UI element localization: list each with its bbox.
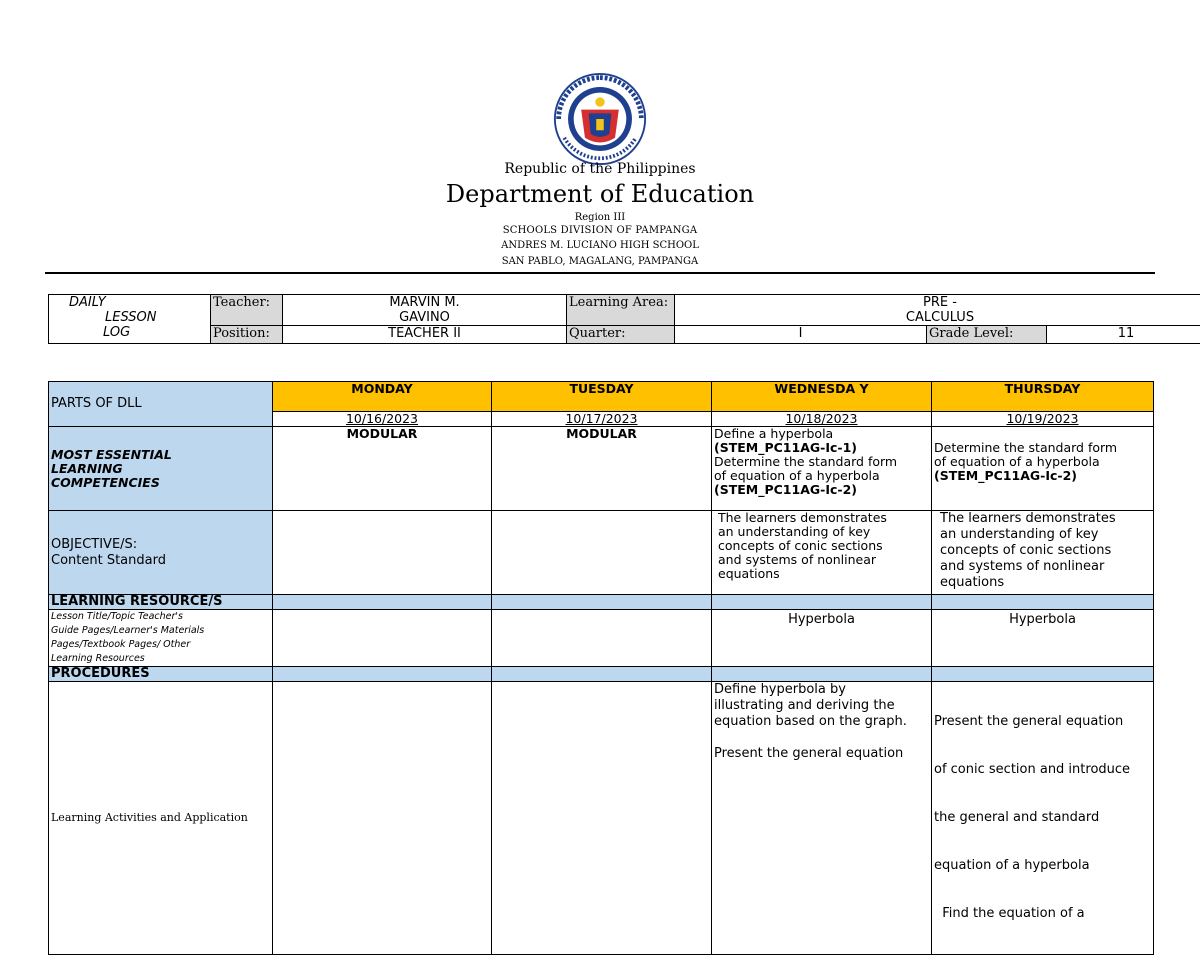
section-fill [492, 595, 712, 610]
section-fill [273, 595, 492, 610]
day-header: WEDNESDA Y [712, 382, 932, 412]
dll-title-line: LOG [51, 325, 208, 340]
day-header: MONDAY [273, 382, 492, 412]
objective-tuesday [492, 511, 712, 595]
header-department: Department of Education [0, 180, 1200, 208]
section-fill [712, 595, 932, 610]
header-division: SCHOOLS DIVISION OF PAMPANGA [0, 225, 1200, 236]
header-address: SAN PABLO, MAGALANG, PAMPANGA [0, 256, 1200, 267]
learning-resources-label: LEARNING RESOURCE/S [49, 595, 273, 610]
activities-thursday [932, 682, 1154, 955]
activity-line [714, 730, 929, 746]
objective-line: an understanding of key [718, 525, 929, 539]
objective-line: The learners demonstrates [718, 511, 929, 525]
section-fill [712, 667, 932, 682]
objective-line: equations [718, 567, 929, 581]
position-value: TEACHER II [283, 326, 567, 344]
melc-monday: MODULAR [273, 427, 492, 511]
objective-wednesday [712, 511, 932, 595]
teacher-value [283, 295, 567, 326]
melc-code: (STEM_PC11AG-Ic-1) [714, 441, 929, 455]
objective-line: concepts of conic sections [718, 539, 929, 553]
lesson-title-label-line: Lesson Title/Topic Teacher's [51, 610, 270, 624]
section-fill [492, 667, 712, 682]
activity-line: Present the general equation [934, 714, 1151, 730]
objective-line: an understanding of key [940, 527, 1151, 543]
grade-level-label: Grade Level: [927, 326, 1047, 344]
activity-line: the general and standard [934, 810, 1151, 826]
objective-line: and systems of nonlinear [940, 559, 1151, 575]
melc-code: (STEM_PC11AG-Ic-2) [714, 483, 929, 497]
header-region: Region III [0, 212, 1200, 223]
activity-line: Find the equation of a [934, 906, 1151, 922]
activities-monday [273, 682, 492, 955]
quarter-label: Quarter: [567, 326, 675, 344]
grade-level-value: 11 [1047, 326, 1200, 344]
activities-tuesday [492, 682, 712, 955]
date-cell: 10/16/2023 [273, 412, 492, 427]
melc-line: Determine the standard form [934, 441, 1151, 455]
activity-line: equation based on the graph. [714, 714, 929, 730]
header-school: ANDRES M. LUCIANO HIGH SCHOOL [0, 240, 1200, 251]
activity-line: illustrating and deriving the [714, 698, 929, 714]
dll-title-line: LESSON [51, 310, 208, 325]
learning-area-value [675, 295, 1200, 326]
objective-label-line: OBJECTIVE/S: [51, 537, 270, 553]
parts-of-dll-label: PARTS OF DLL [49, 382, 273, 427]
learning-area-line: PRE - [677, 295, 1200, 310]
learning-area-label: Learning Area: [567, 295, 675, 326]
melc-wednesday [712, 427, 932, 511]
teacher-value-line: MARVIN M. [285, 295, 564, 310]
info-table [48, 294, 1200, 344]
objective-thursday [932, 511, 1154, 595]
date-cell: 10/19/2023 [932, 412, 1154, 427]
melc-line: Define a hyperbola [714, 427, 929, 441]
header-divider [45, 272, 1155, 274]
lesson-monday [273, 610, 492, 667]
lesson-tuesday [492, 610, 712, 667]
deped-seal-logo [553, 72, 647, 166]
date-cell: 10/18/2023 [712, 412, 932, 427]
activities-wednesday [712, 682, 932, 955]
position-label: Position: [211, 326, 283, 344]
section-fill [273, 667, 492, 682]
melc-code: (STEM_PC11AG-Ic-2) [934, 469, 1151, 483]
section-fill [932, 595, 1154, 610]
dll-table [48, 381, 1154, 955]
lesson-title-label-line: Learning Resources [51, 652, 270, 666]
section-fill [932, 667, 1154, 682]
objective-line: concepts of conic sections [940, 543, 1151, 559]
melc-label-line: COMPETENCIES [51, 476, 270, 490]
objective-monday [273, 511, 492, 595]
lesson-title-label [49, 610, 273, 667]
melc-line: of equation of a hyperbola [714, 469, 929, 483]
activity-line: Present the general equation [714, 746, 929, 762]
lesson-wednesday: Hyperbola [712, 610, 932, 667]
melc-tuesday: MODULAR [492, 427, 712, 511]
lesson-title-label-line: Pages/Textbook Pages/ Other [51, 638, 270, 652]
procedures-label: PROCEDURES [49, 667, 273, 682]
objective-line: equations [940, 575, 1151, 591]
activity-line: Define hyperbola by [714, 682, 929, 698]
dll-title-line: DAILY [51, 295, 208, 310]
activity-line: equation of a hyperbola [934, 858, 1151, 874]
melc-line: Determine the standard form [714, 455, 929, 469]
melc-label-line: LEARNING [51, 462, 270, 476]
teacher-value-line: GAVINO [285, 310, 564, 325]
lesson-thursday: Hyperbola [932, 610, 1154, 667]
teacher-label: Teacher: [211, 295, 283, 326]
objective-label [49, 511, 273, 595]
melc-label [49, 427, 273, 511]
activity-line: of conic section and introduce [934, 762, 1151, 778]
objective-label-line: Content Standard [51, 553, 270, 569]
lesson-title-label-line: Guide Pages/Learner's Materials [51, 624, 270, 638]
learning-activities-label: Learning Activities and Application [49, 682, 273, 955]
quarter-value: I [675, 326, 927, 344]
objective-line: and systems of nonlinear [718, 553, 929, 567]
header-republic: Republic of the Philippines [0, 161, 1200, 177]
date-cell: 10/17/2023 [492, 412, 712, 427]
melc-line: of equation of a hyperbola [934, 455, 1151, 469]
melc-thursday [932, 427, 1154, 511]
melc-label-line: MOST ESSENTIAL [51, 448, 270, 462]
dll-title [49, 295, 211, 344]
learning-area-line: CALCULUS [677, 310, 1200, 325]
day-header: THURSDAY [932, 382, 1154, 412]
objective-line: The learners demonstrates [940, 511, 1151, 527]
day-header: TUESDAY [492, 382, 712, 412]
